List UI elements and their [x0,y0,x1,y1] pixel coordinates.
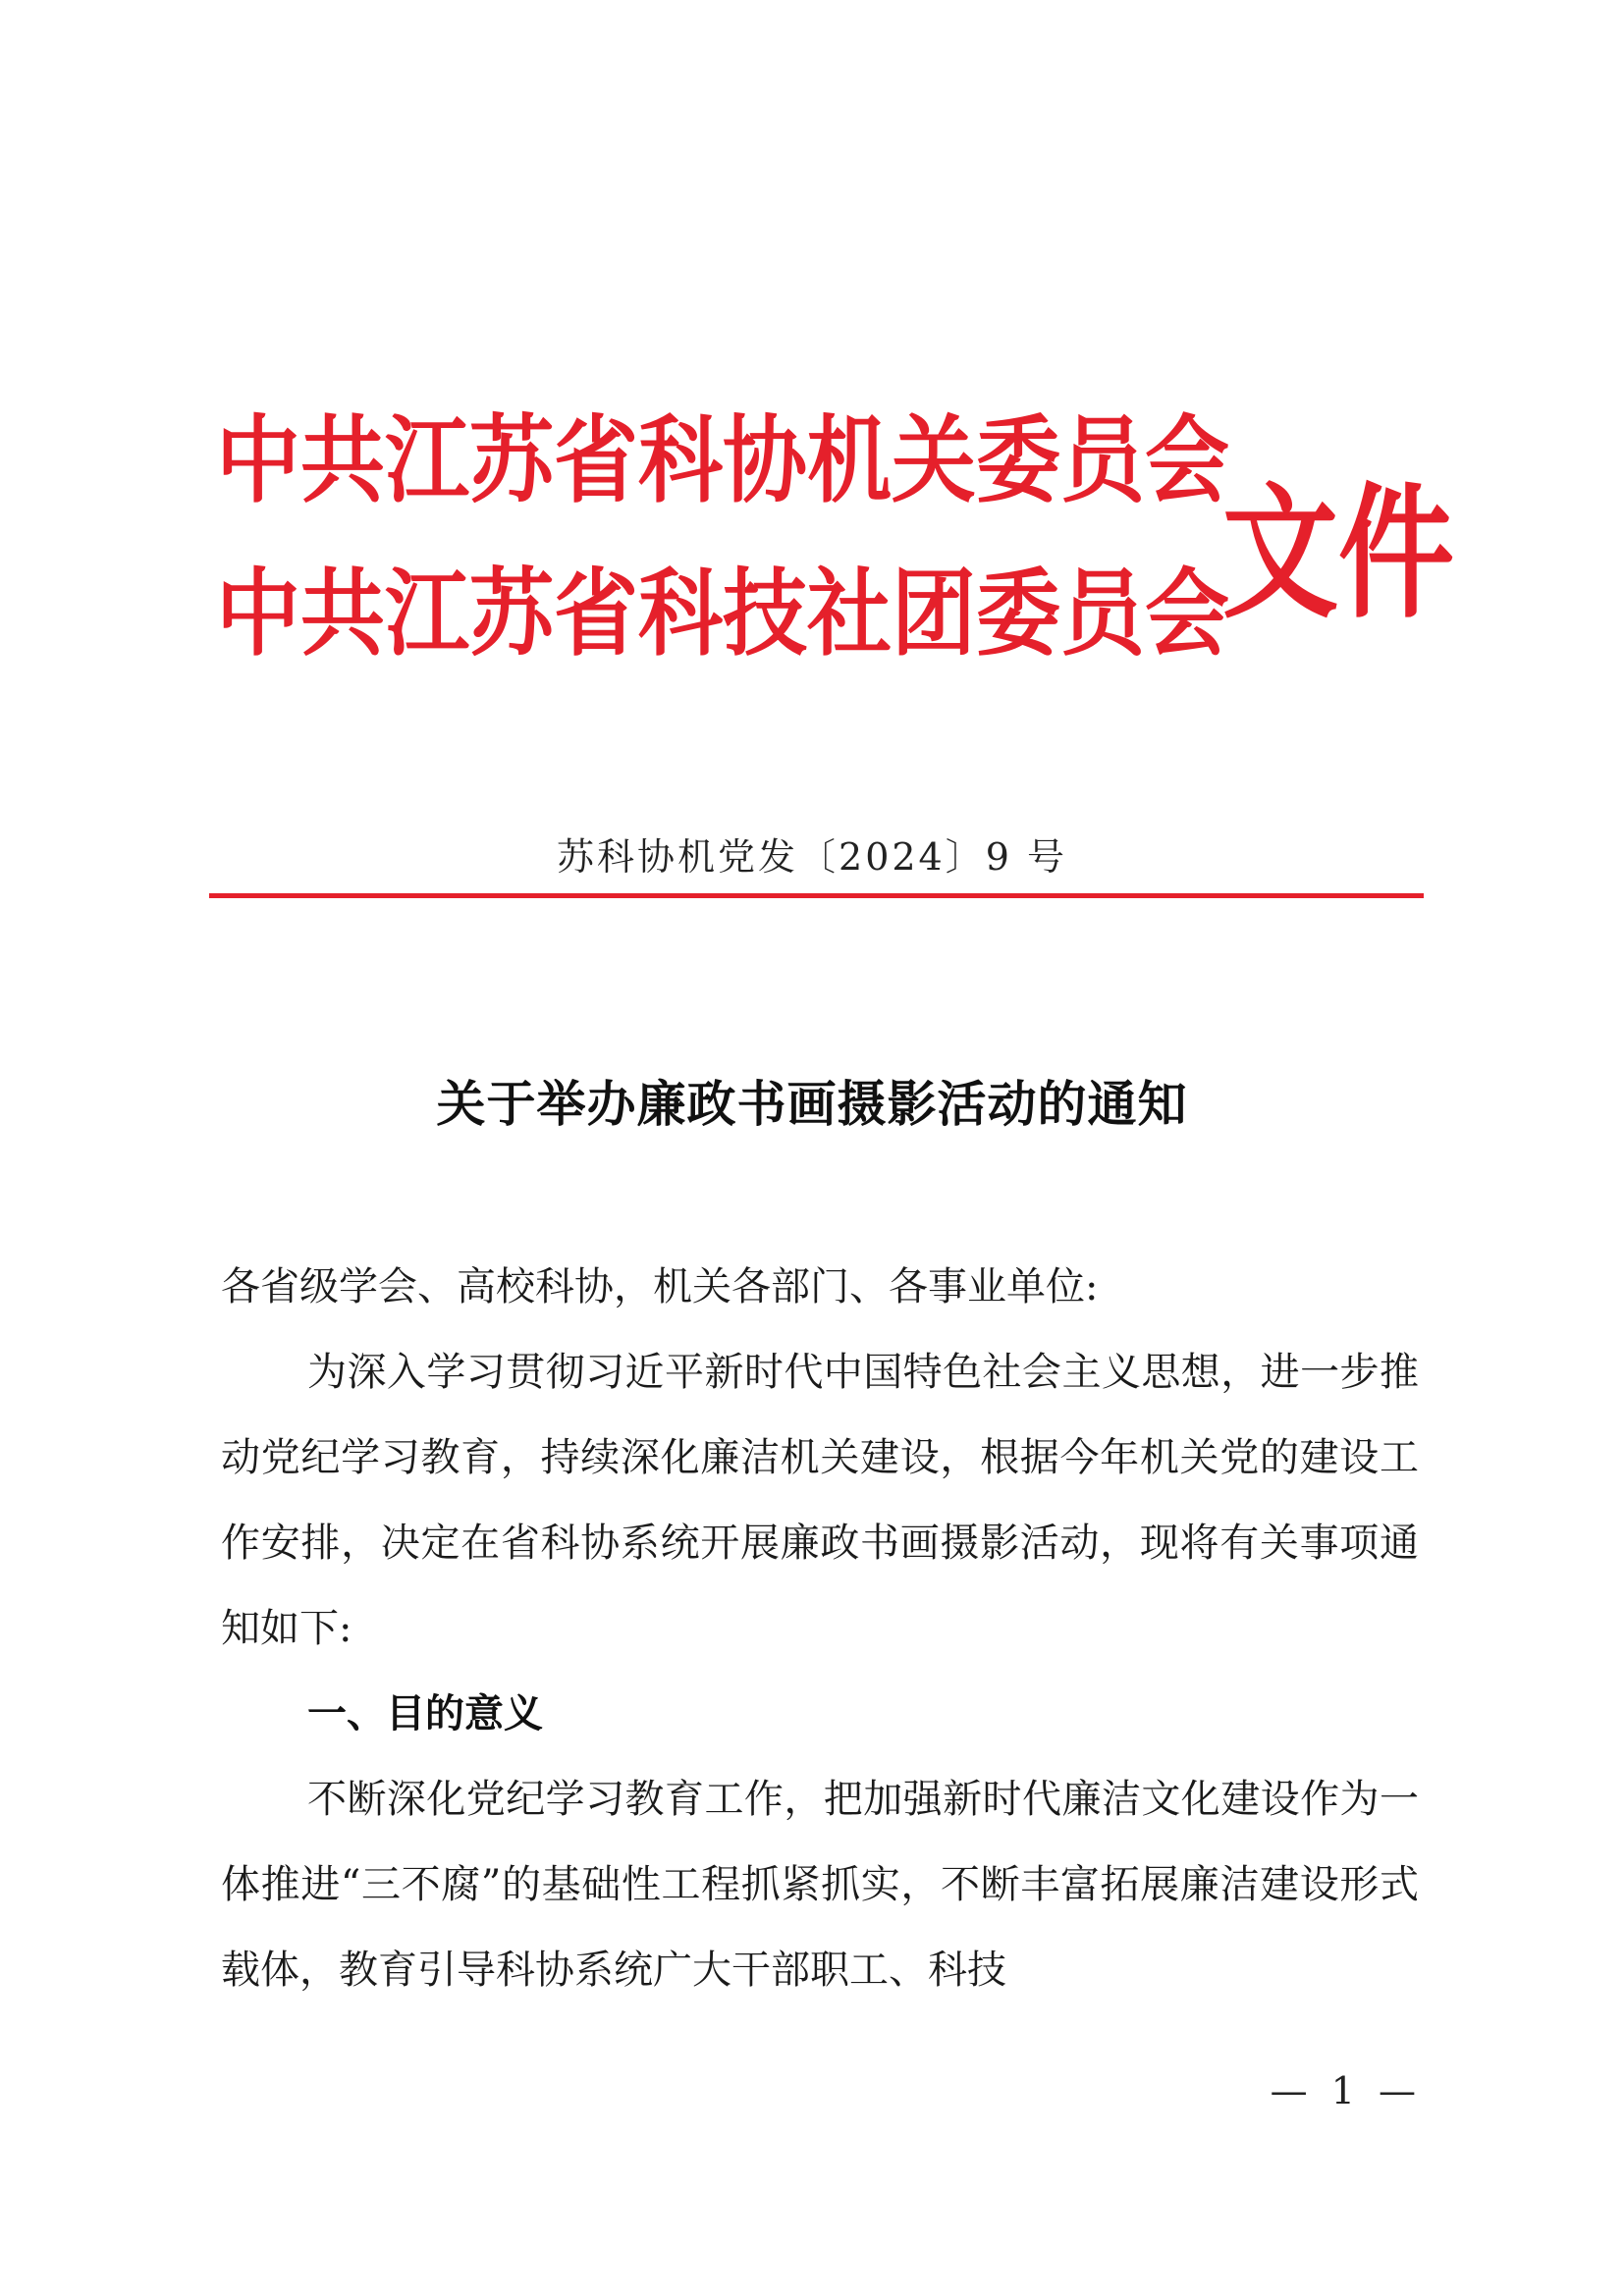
header-document-suffix: 文件 [1222,467,1455,638]
body-paragraph-2: 不断深化党纪学习教育工作，把加强新时代廉洁文化建设作为一体推进“三不腐”的基础性工程抓紧抓实，不断丰富拓展廉洁建设形式载体，教育引导科协系统广大干部职工、科技 [221,1777,1419,1993]
document-title: 关于举办廉政书画摄影活动的通知 [436,1075,1188,1133]
page-number: — 1 — [1270,2069,1422,2112]
red-divider [209,893,1424,898]
salutation: 各省级学会、高校科协，机关各部门、各事业单位: [221,1264,1099,1309]
body-paragraph-1: 为深入学习贯彻习近平新时代中国特色社会主义思想，进一步推动党纪学习教育，持续深化廉洁机关建设，根据今年机关党的建设工作安排，决定在省科协系统开展廉政书画摄影活动，现将有关事项通知如下: [221,1350,1419,1651]
document-number: 苏科协机党发〔2024〕9 号 [557,835,1067,879]
header-issuer-line-2: 中共江苏省科技社团委员会 [216,559,1229,670]
section-heading-1: 一、目的意义 [307,1691,543,1736]
header-issuer-line-1: 中共江苏省科协机关委员会 [216,405,1229,517]
red-header [196,402,1455,717]
